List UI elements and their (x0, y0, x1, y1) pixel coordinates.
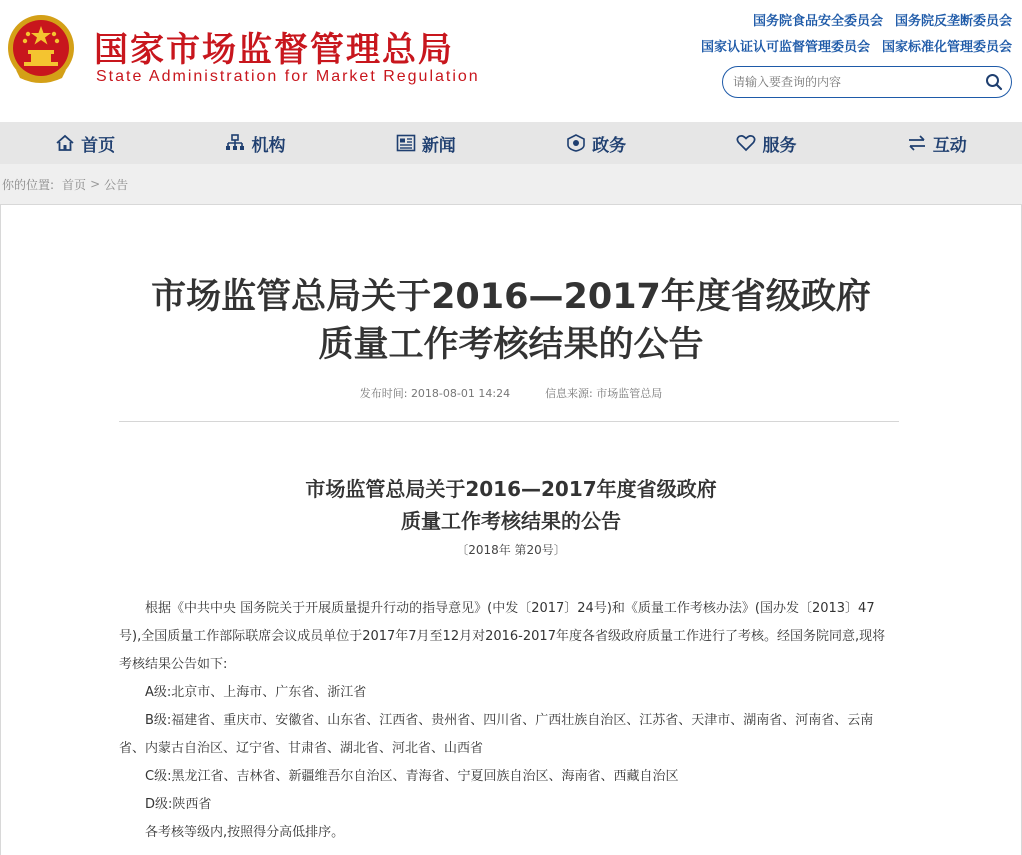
heart-icon (736, 134, 756, 152)
document-title-line-2: 质量工作考核结果的公告 (401, 509, 621, 533)
article-meta (1, 385, 1021, 401)
title-divider (119, 421, 899, 422)
page-title (1, 273, 1021, 369)
body-paragraph-grade-b: B级:福建省、重庆市、安徽省、山东省、江西省、贵州省、四川省、广西壮族自治区、江苏省、天津市、湖南省、河南省、云南省、内蒙古自治区、辽宁省、甘肃省、湖北省、河北省、山西省 (119, 713, 874, 756)
document-number: 〔2018年 第20号〕 (456, 543, 566, 557)
nav-item-organization[interactable] (170, 122, 340, 164)
article-body (119, 595, 891, 847)
national-emblem-icon (6, 12, 76, 88)
government-affairs-icon (566, 134, 586, 152)
search-box (722, 66, 1012, 98)
site-brand-chinese[interactable]: 国家市场监督管理总局 (94, 30, 454, 70)
nav-label-government-affairs: 政务 (592, 135, 627, 156)
body-paragraph-grade-d: D级:陕西省 (145, 797, 212, 812)
publish-time-label: 发布时间: (359, 387, 408, 400)
org-chart-icon (225, 134, 245, 152)
nav-label-interaction: 互动 (932, 135, 967, 156)
article-panel (0, 204, 1022, 855)
body-paragraph-grade-a: A级:北京市、上海市、广东省、浙江省 (145, 685, 367, 700)
link-anti-monopoly-committee[interactable]: 国务院反垄断委员会 (894, 13, 1012, 29)
page-title-line-2: 质量工作考核结果的公告 (318, 325, 704, 365)
main-nav (0, 122, 1022, 164)
nav-label-organization: 机构 (251, 135, 286, 156)
page-title-line-1: 市场监管总局关于2016—2017年度省级政府 (151, 277, 871, 317)
breadcrumb-separator: > (90, 177, 101, 191)
breadcrumb (0, 164, 1022, 204)
link-standardization-committee[interactable]: 国家标准化管理委员会 (881, 39, 1012, 55)
search-button[interactable] (977, 67, 1011, 97)
breadcrumb-announcement-link[interactable]: 公告 (104, 177, 129, 192)
source-value: 市场监管总局 (596, 387, 663, 400)
home-icon (55, 134, 75, 152)
search-icon (985, 73, 1003, 91)
body-paragraph-grade-c: C级:黑龙江省、吉林省、新疆维吾尔自治区、青海省、宁夏回族自治区、海南省、西藏自治区 (145, 769, 679, 784)
search-input[interactable] (723, 75, 977, 89)
nav-item-interaction[interactable] (852, 122, 1022, 164)
exchange-arrows-icon (907, 134, 927, 152)
nav-label-news: 新闻 (421, 135, 456, 156)
document-title-line-1: 市场监管总局关于2016—2017年度省级政府 (305, 477, 717, 501)
nav-label-home: 首页 (81, 135, 116, 156)
nav-item-government-affairs[interactable] (511, 122, 681, 164)
site-brand-english[interactable]: State Administration for Market Regulation (96, 68, 480, 85)
nav-item-news[interactable] (341, 122, 511, 164)
source-label: 信息来源: (545, 387, 593, 400)
nav-label-services: 服务 (762, 135, 797, 156)
breadcrumb-home-link[interactable]: 首页 (62, 177, 87, 192)
nav-item-services[interactable] (681, 122, 851, 164)
news-icon (396, 134, 416, 152)
link-certification-committee[interactable]: 国家认证认可监督管理委员会 (700, 39, 870, 55)
top-links (652, 6, 1012, 58)
link-food-safety-committee[interactable]: 国务院食品安全委员会 (752, 13, 883, 29)
body-paragraph-note: 各考核等级内,按照得分高低排序。 (145, 825, 345, 840)
document-title (1, 473, 1021, 537)
breadcrumb-prefix: 你的位置: (2, 177, 55, 192)
site-header (0, 0, 1022, 122)
body-paragraph-intro: 根据《中共中央 国务院关于开展质量提升行动的指导意见》(中发〔2017〕24号)和《质量工作考核办法》(国办发〔2013〕47号),全国质量工作部际联席会议成员单位于2017年7月至12月对2016-2017年度各省级政府质量工作进行了考核。经国务院同意,现将考核结果公告如下: (119, 601, 886, 672)
publish-time: 2018-08-01 14:24 (410, 387, 511, 400)
nav-item-home[interactable] (0, 122, 170, 164)
